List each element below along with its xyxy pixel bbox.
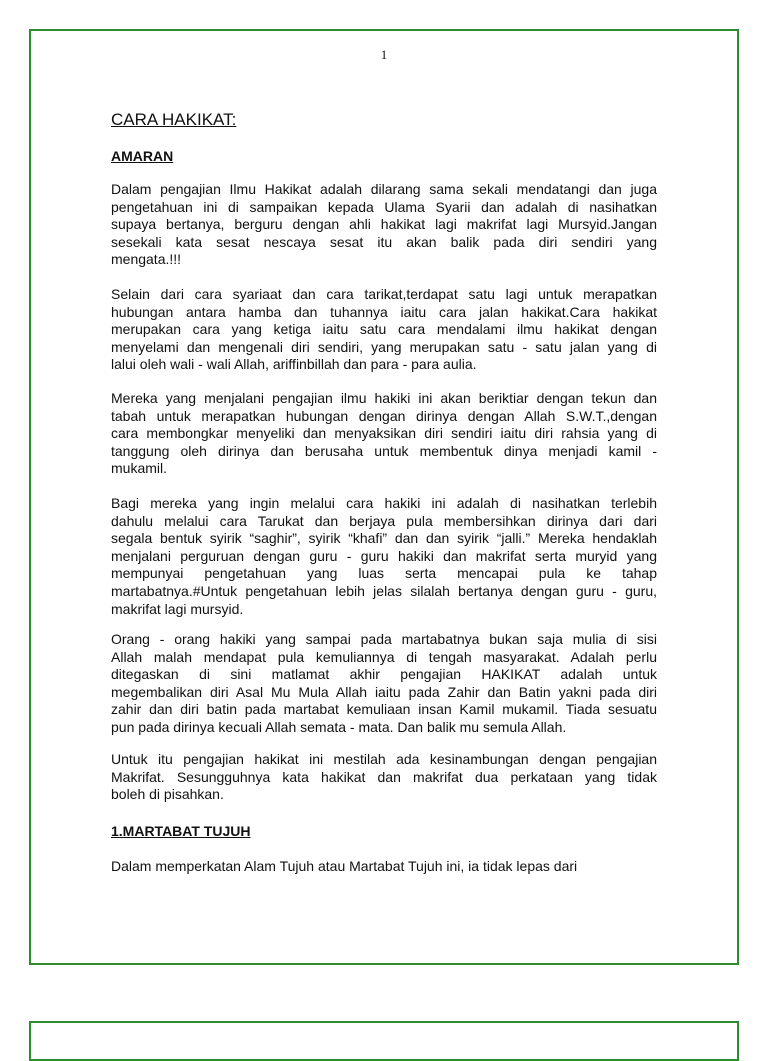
text-line: martabatnya.#Untuk pengetahuan lebih jelas silalah bertanya dengan guru - guru, (111, 582, 657, 599)
text-line: segala bentuk syirik “saghir”, syirik “khafi” dan dan syirik “jalli.” Mereka hendaklah (111, 530, 657, 547)
text-line: pun pada dirinya kecuali Allah semata - mata. Dan balik mu semula Allah. (111, 718, 567, 735)
text-line: mukamil. (111, 460, 168, 477)
text-line: Makrifat. Sesungguhnya kata hakikat dan makrifat dua perkataan yang tidak (111, 768, 657, 785)
paragraph (111, 858, 657, 876)
text-line: Bagi mereka yang ingin melalui cara hakiki ini adalah di nasihatkan terlebih (111, 495, 657, 511)
text-line: merupakan cara yang ketiga iaitu satu cara mendalami ilmu hakikat dengan (111, 321, 657, 338)
text-line: pengetahuan ini di sampaikan kepada Ulama Syarii dan adalah di nasihatkan (111, 198, 657, 215)
text-line: boleh di pisahkan. (111, 786, 224, 803)
paragraph (111, 631, 657, 737)
text-line: ditegaskan di sini matlamat akhir pengajian HAKIKAT adalah untuk (111, 666, 657, 683)
text-line: menjalani perguruan dengan guru - guru hakiki dan makrifat serta muryid yang (111, 547, 657, 564)
text-line: Allah malah mendapat pula kemuliannya di tengah masyarakat. Adalah perlu (111, 648, 657, 665)
text-line: Dalam pengajian Ilmu Hakikat adalah dilarang sama sekali mendatangi dan juga (111, 181, 657, 197)
text-line: hubungan antara hamba dan tuhannya iaitu cara jalan hakikat.Cara hakikat (111, 303, 657, 320)
text-line: zahir dan diri batin pada martabat kemuliaan insan Kamil mukamil. Tiada sesuatu (111, 701, 657, 718)
heading-amaran: AMARAN (111, 148, 174, 164)
text-line: Orang - orang hakiki yang sampai pada martabatnya bukan saja mulia di sisi (111, 631, 657, 647)
text-line: Mereka yang menjalani pengajian ilmu hakiki ini akan beriktiar dengan tekun dan (111, 390, 657, 406)
text-line: Selain dari cara syariaat dan cara tarikat,terdapat satu lagi untuk merapatkan (111, 286, 657, 302)
text-line: mengata.!!! (111, 251, 182, 268)
paragraph (111, 286, 657, 374)
paragraph (111, 181, 657, 269)
text-line: cara membongkar menyeliki dan menyaksikan diri sendiri iaitu diri rahsia yang di (111, 425, 657, 442)
text-line: supaya bertanya, berguru dengan ahli hakikat lagi makrifat lagi Mursyid.Jangan (111, 216, 657, 233)
text-line: mempunyai pengetahuan yang luas serta mencapai pula ke tahap (111, 565, 657, 582)
paragraph (111, 390, 657, 478)
paragraph (111, 751, 657, 804)
text-line: Dalam memperkatan Alam Tujuh atau Martabat Tujuh ini, ia tidak lepas dari (111, 858, 578, 874)
document-title: CARA HAKIKAT: (111, 110, 237, 129)
text-line: dahulu melalui cara Tarukat dan berjaya pula membersihkan dirinya dari dari (111, 512, 657, 529)
page-number: 1 (380, 47, 388, 62)
text-line: makrifat lagi mursyid. (111, 600, 244, 617)
next-page-border (29, 1021, 739, 1061)
text-line: sesekali kata sesat nescaya sesat itu akan balik pada diri sendiri yang (111, 233, 657, 250)
text-line: menyelami dan mengenali diri sendiri, yang merupakan satu - satu jalan yang di (111, 338, 657, 355)
text-line: tabah untuk merapatkan hubungan dengan dirinya dengan Allah S.W.T.,dengan (111, 407, 657, 424)
heading-martabat-tujuh: 1.MARTABAT TUJUH (111, 823, 251, 839)
text-line: Untuk itu pengajian hakikat ini mestilah ada kesinambungan dengan pengajian (111, 751, 657, 767)
text-line: lalui oleh wali - wali Allah, ariffinbillah dan para - para aulia. (111, 356, 477, 373)
text-line: megembalikan diri Asal Mu Mula Allah iaitu pada Zahir dan Batin yakni pada diri (111, 683, 657, 700)
text-line: tanggung oleh dirinya dan berusaha untuk membentuk dinya menjadi kamil - (111, 442, 657, 459)
paragraph (111, 495, 657, 618)
